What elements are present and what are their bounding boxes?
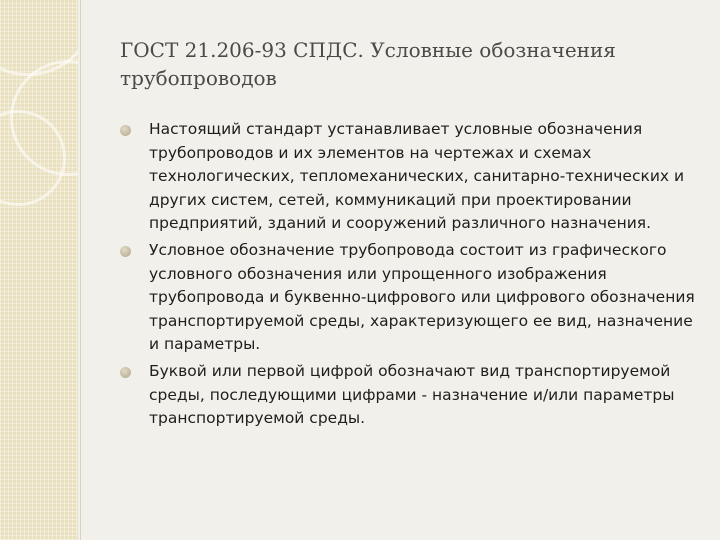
bullet-icon (120, 367, 131, 378)
list-item (120, 360, 700, 431)
bullet-text: Настоящий стандарт устанавливает условные обозначения трубопроводов и их элементов на чертежах и схемах технологических, тепломеханических, санитарно-технических и других систем, сетей, коммуникаций при проектировании предприятий, зданий и сооружений различного назначения. (149, 120, 685, 233)
bullet-icon (120, 246, 131, 257)
decorative-side-band (0, 0, 78, 540)
bullet-text: Буквой или первой цифрой обозначают вид транспортируемой среды, последующими цифрами - назначение и/или параметры транспортируемой среды. (149, 361, 675, 428)
divider-line (80, 0, 81, 540)
bullet-text: Условное обозначение трубопровода состоит из графического условного обозначения или упрощенного изображения трубопровода и буквенно-цифрового или цифрового обозначения транспортируемой среды, характеризующего ее вид, назначение и параметры. (149, 240, 695, 354)
bullet-list (120, 118, 700, 434)
list-item (120, 239, 700, 357)
slide-title: ГОСТ 21.206-93 СПДС. Условные обозначения трубопроводов (120, 38, 616, 90)
list-item (120, 118, 700, 236)
bullet-icon (120, 125, 131, 136)
